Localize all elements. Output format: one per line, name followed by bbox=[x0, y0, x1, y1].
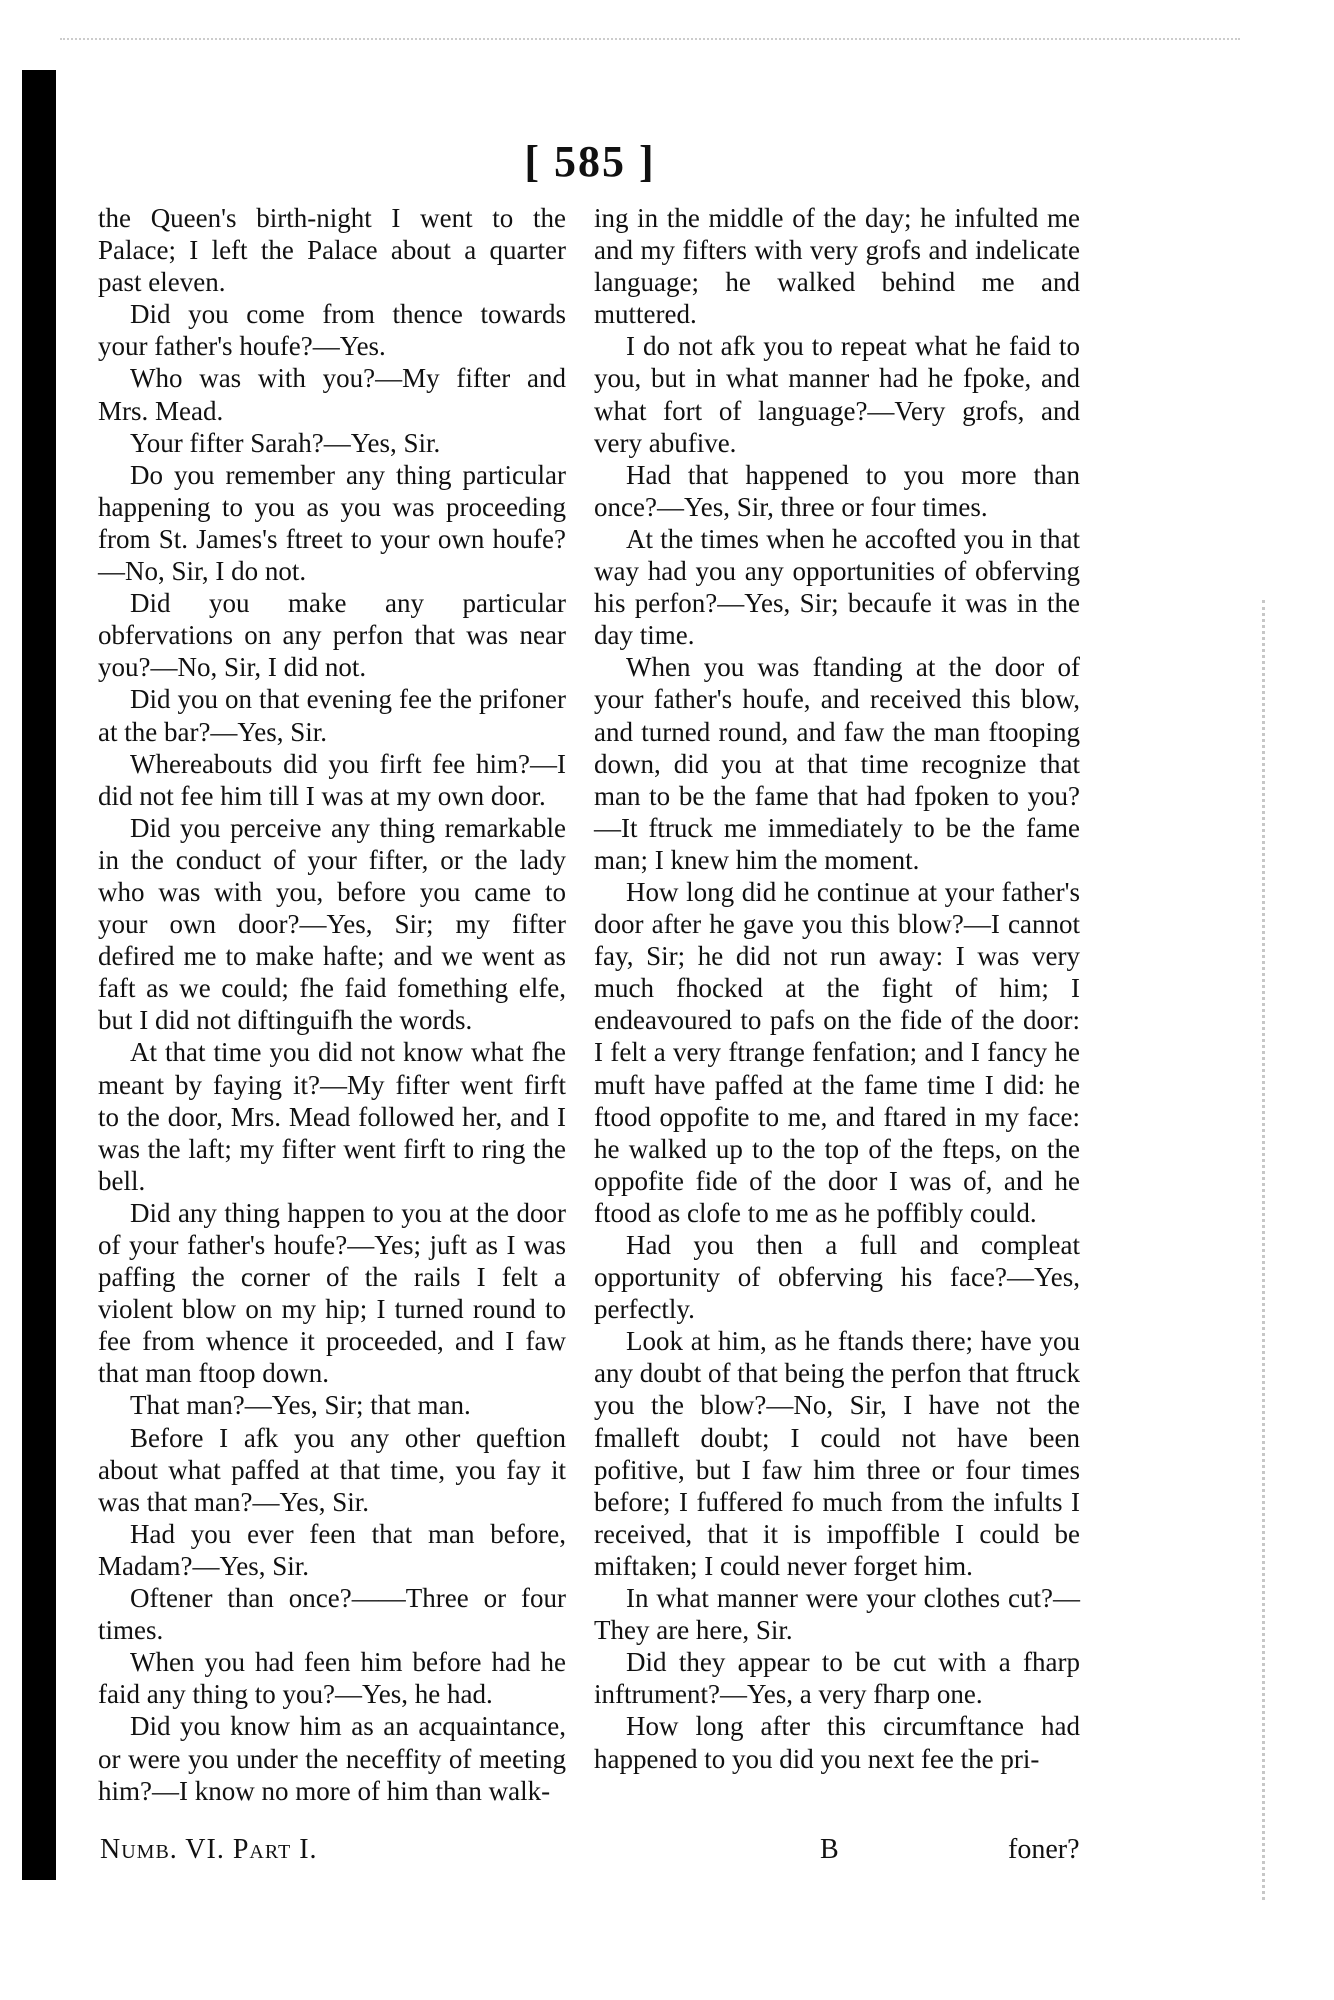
signature-mark: B bbox=[820, 1834, 839, 1865]
right-paragraph: Did they appear to be cut with a fharp inftrument?—Yes, a very fharp one. bbox=[594, 1647, 1080, 1710]
left-paragraph: When you had feen him before had he faid any thing to you?—Yes, he had. bbox=[98, 1647, 566, 1710]
left-paragraph: Who was with you?—My fifter and Mrs. Mead. bbox=[98, 363, 566, 426]
catchword: foner? bbox=[1008, 1834, 1080, 1865]
right-paragraph: Had that happened to you more than once?—Yes, Sir, three or four times. bbox=[594, 459, 1080, 522]
right-paragraph: How long did he continue at your father's door after he gave you this blow?—I cannot fay, Sir; he did not run away: I was very much fhocked at the fight of him; I endeavoured to pafs on the fide of the door: I felt a very ftrange fenfation; and I fancy he muft have paffed at the fame time I did: he ftood oppofite to me, and ftared in my face: he walked up to the top of the fteps, on the oppofite fide of the door I was of, and he ftood as clofe to me as he poffibly could. bbox=[594, 876, 1080, 1228]
left-paragraph: Your fifter Sarah?—Yes, Sir. bbox=[130, 427, 441, 458]
left-paragraph: Did any thing happen to you at the door of your father's houfe?—Yes; juft as I was paffing the corner of the rails I felt a violent blow on my hip; I turned round to fee from whence it proceeded, and I faw that man ftoop down. bbox=[98, 1197, 566, 1389]
left-paragraph: Do you remember any thing particular happening to you as you was proceeding from St. James's ftreet to your own houfe?—No, Sir, I do not. bbox=[98, 459, 566, 587]
left-paragraph: Did you know him as an acquaintance, or were you under the neceffity of meeting him?—I know no more of him than walk- bbox=[98, 1711, 566, 1806]
page-number: [ 585 ] bbox=[524, 137, 656, 186]
right-paragraph: ing in the middle of the day; he infulted me and my fifters with very grofs and indelicate language; he walked behind me and muttered. bbox=[594, 203, 1080, 330]
scan-speckle-right bbox=[1262, 600, 1269, 1900]
right-paragraph: At the times when he accofted you in that way had you any opportunities of obferving his perfon?—Yes, Sir; becaufe it was in the day time. bbox=[594, 523, 1080, 651]
left-paragraph: That man?—Yes, Sir; that man. bbox=[130, 1390, 471, 1421]
scan-speckle-top bbox=[60, 38, 1240, 62]
right-paragraph: I do not afk you to repeat what he faid to you, but in what manner had he fpoke, and what fort of language?—Very grofs, and very abufive. bbox=[594, 331, 1080, 458]
left-column bbox=[98, 202, 566, 1807]
left-paragraph: the Queen's birth-night I went to the Palace; I left the Palace about a quarter past eleven. bbox=[98, 203, 566, 298]
left-paragraph: Did you come from thence towards your father's houfe?—Yes. bbox=[98, 299, 566, 362]
left-paragraph: At that time you did not know what fhe meant by faying it?—My fifter went firft to the door, Mrs. Mead followed her, and I was the laft; my fifter went firft to ring the bell. bbox=[98, 1037, 566, 1196]
left-paragraph: Whereabouts did you firft fee him?—I did not fee him till I was at my own door. bbox=[98, 748, 566, 811]
left-paragraph: Oftener than once?——Three or four times. bbox=[98, 1583, 566, 1646]
right-paragraph: Look at him, as he ftands there; have you any doubt of that being the perfon that ftruck you the blow?—No, Sir, I have not the fmalleft doubt; I could not have been pofitive, but I faw him three or four times before; I fuffered fo much from the infults I received, that it is impoffible I could be miftaken; I could never forget him. bbox=[594, 1326, 1080, 1581]
left-paragraph: Did you make any particular obfervations on any perfon that was near you?—No, Sir, I did not. bbox=[98, 588, 566, 683]
left-paragraph: Had you ever feen that man before, Madam?—Yes, Sir. bbox=[98, 1518, 566, 1581]
left-paragraph: Did you on that evening fee the prifoner at the bar?—Yes, Sir. bbox=[98, 684, 566, 747]
right-paragraph: How long after this circumftance had happened to you did you next fee the pri- bbox=[594, 1711, 1080, 1774]
binding-edge bbox=[22, 70, 56, 1880]
right-paragraph: Had you then a full and compleat opportunity of obferving his face?—Yes, perfectly. bbox=[594, 1230, 1080, 1325]
right-paragraph: In what manner were your clothes cut?—They are here, Sir. bbox=[594, 1583, 1080, 1646]
right-column bbox=[594, 202, 1080, 1775]
left-paragraph: Did you perceive any thing remarkable in the conduct of your fifter, or the lady who was with you, before you came to your own door?—Yes, Sir; my fifter defired me to make hafte; and we went as faft as we could; fhe faid fomething elfe, but I did not diftinguifh the words. bbox=[98, 812, 566, 1036]
issue-footer: Numb. VI. Part I. bbox=[100, 1834, 318, 1865]
right-paragraph: When you was ftanding at the door of your father's houfe, and received this blow, and turned round, and faw the man ftooping down, did you at that time recognize that man to be the fame that had fpoken to you?—It ftruck me immediately to be the fame man; I knew him the moment. bbox=[594, 652, 1080, 875]
left-paragraph: Before I afk you any other queftion about what paffed at that time, you fay it was that man?—Yes, Sir. bbox=[98, 1422, 566, 1517]
